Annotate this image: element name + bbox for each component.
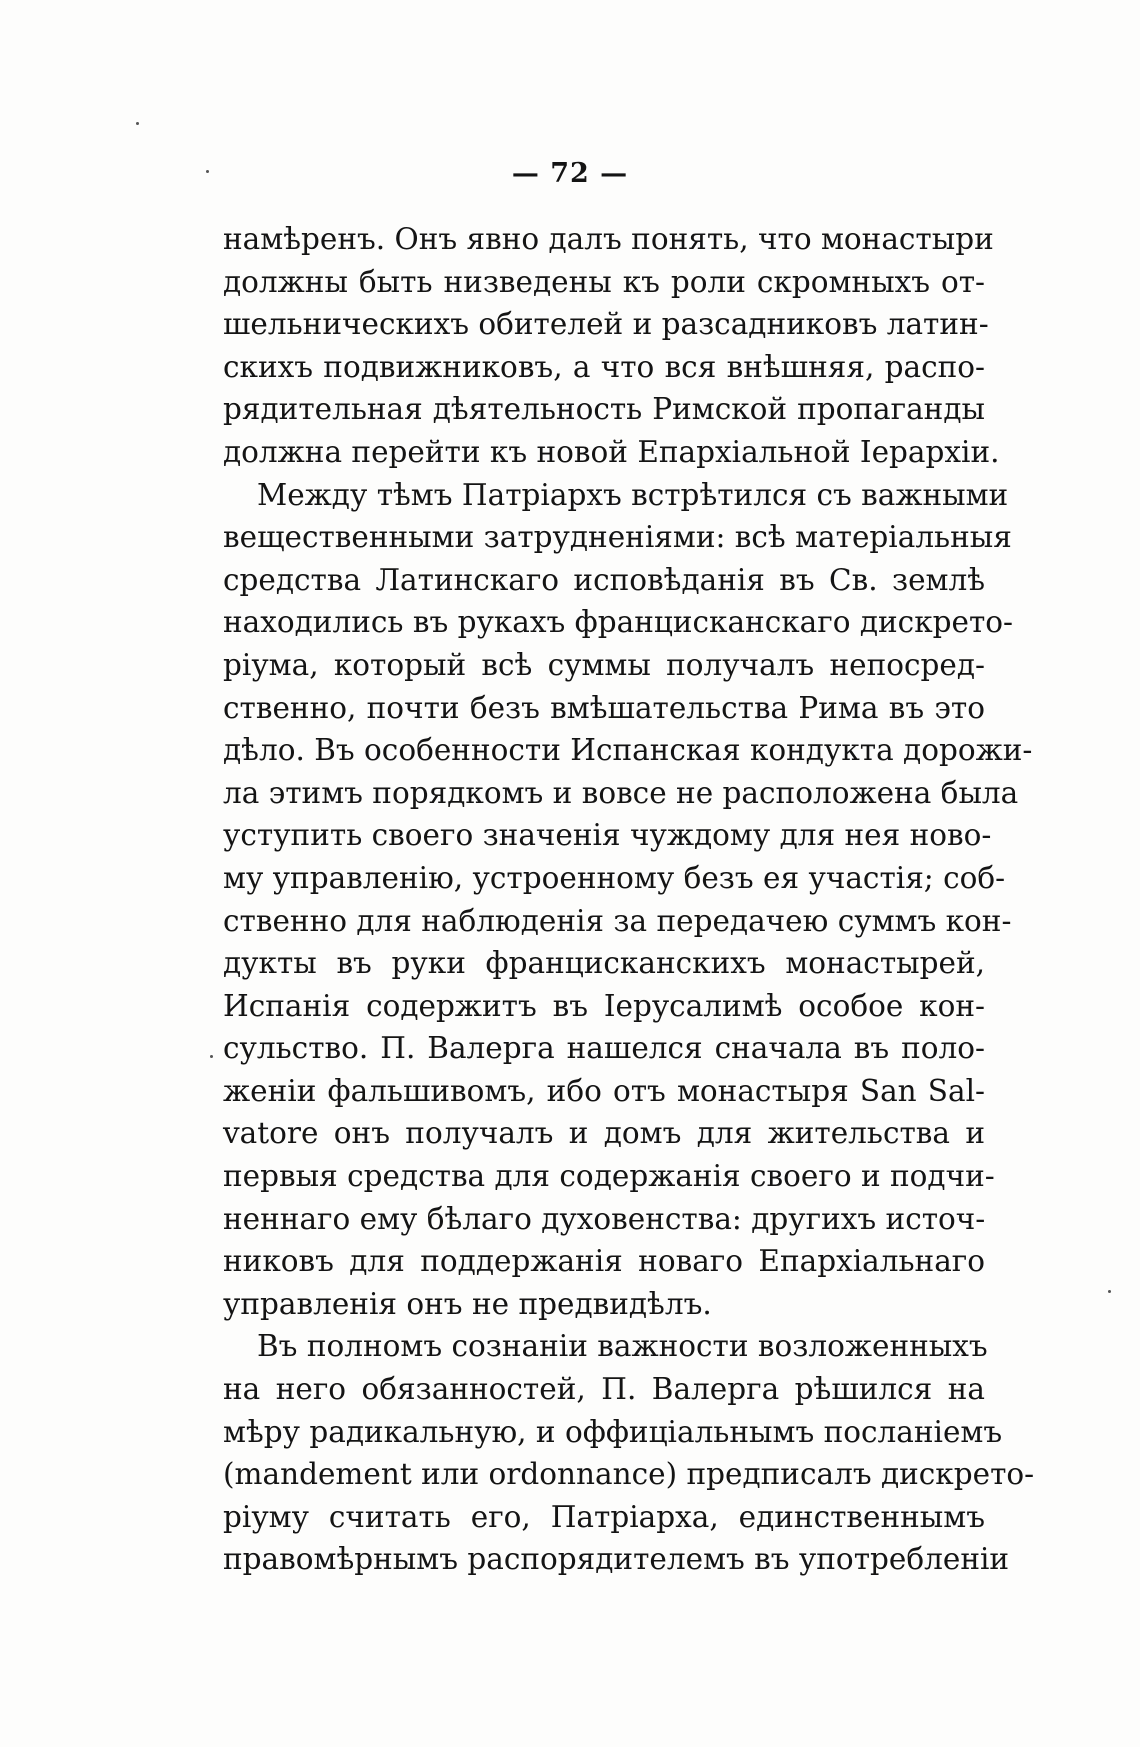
text-line: никовъ для поддержанія новаго Епархіальнаго (223, 1244, 985, 1279)
text-line: должна перейти къ новой Епархіальной Іерархіи. (223, 434, 1000, 469)
text-line: му управленію, устроенному безъ ея участія; соб- (223, 860, 1006, 895)
paragraph-1 (223, 218, 1000, 474)
text-line: ственно для наблюденія за передачею суммъ кон- (223, 903, 1012, 938)
body-text (223, 218, 1035, 1581)
text-line: мѣру радикальную, и оффиціальнымъ посланіемъ (223, 1414, 1003, 1449)
text-line: ріуму считать его, Патріарха, единственнымъ (223, 1499, 985, 1534)
text-line: на него обязанностей, П. Валерга рѣшился на (223, 1372, 985, 1407)
paragraph-2 (223, 474, 1033, 1326)
text-line: ла этимъ порядкомъ и вовсе не расположена была (223, 775, 1019, 810)
text-line: вещественными затрудненіями: всѣ матеріальныя (223, 520, 1012, 555)
text-line: находились въ рукахъ францисканскаго дискрето- (223, 605, 1014, 640)
text-line: vatore онъ получалъ и домъ для жительства и (223, 1116, 985, 1151)
text-line: должны быть низведены къ роли скромныхъ от- (223, 264, 985, 299)
text-line: уступить своего значенія чуждому для нея ново- (223, 818, 992, 853)
scan-speck (1108, 1290, 1111, 1293)
page-number: — 72 — (511, 158, 629, 189)
text-line: рядительная дѣятельность Римской пропаганды (223, 392, 985, 427)
text-line: ріума, который всѣ суммы получалъ непосред- (223, 647, 985, 682)
scan-speck (136, 122, 139, 125)
text-line: Между тѣмъ Патріархъ встрѣтился съ важными (257, 477, 1009, 512)
text-line: сульство. П. Валерга нашелся сначала въ поло- (223, 1031, 985, 1066)
text-line: Испанія содержитъ въ Іерусалимѣ особое кон- (223, 988, 985, 1023)
text-line: Въ полномъ сознаніи важности возложенныхъ (257, 1329, 988, 1364)
text-line: ственно, почти безъ вмѣшательства Рима въ это (223, 690, 985, 725)
text-line: средства Латинскаго исповѣданія въ Св. землѣ (223, 562, 985, 597)
text-line: женіи фальшивомъ, ибо отъ монастыря San Sal- (223, 1073, 985, 1108)
scan-speck (206, 170, 209, 173)
text-line: управленія онъ не предвидѣлъ. (223, 1286, 712, 1321)
text-line: дукты въ руки францисканскихъ монастырей, (223, 946, 985, 981)
text-line: шельническихъ обителей и разсадниковъ латин- (223, 307, 989, 342)
paragraph-3 (223, 1325, 1035, 1581)
text-line: дѣло. Въ особенности Испанская кондукта дорожи- (223, 733, 1033, 768)
text-line: правомѣрнымъ распорядителемъ въ употребленіи (223, 1542, 1010, 1577)
text-line: неннаго ему бѣлаго духовенства: другихъ источ- (223, 1201, 986, 1236)
scan-speck (210, 1055, 213, 1058)
text-line: скихъ подвижниковъ, а что вся внѣшняя, распо- (223, 349, 985, 384)
text-line: (mandement или ordonnance) предписалъ дискрето- (223, 1457, 1035, 1492)
text-line: намѣренъ. Онъ явно далъ понять, что монастыри (223, 222, 994, 256)
text-line: первыя средства для содержанія своего и подчи- (223, 1159, 995, 1194)
